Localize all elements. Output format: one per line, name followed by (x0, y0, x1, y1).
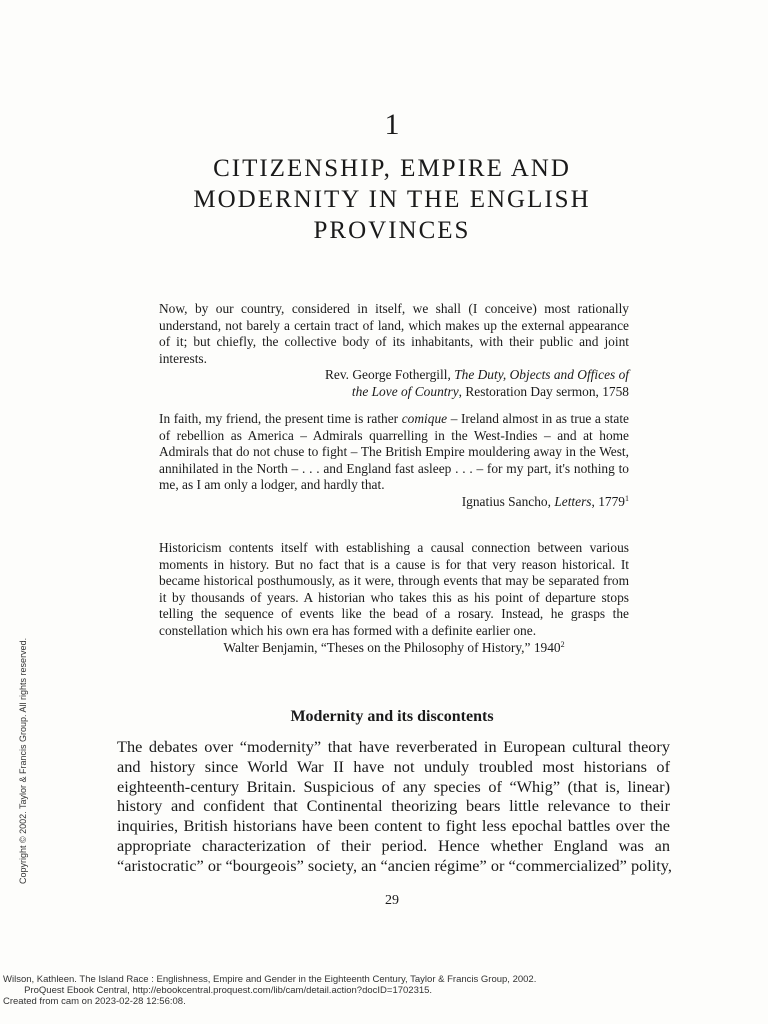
body-line: The debates over “modernity” that have reverberated in European cultural theory (117, 737, 670, 756)
body-line: appropriate characterization of their period. Hence whether England was an (117, 835, 670, 855)
footnote-marker[interactable]: 2 (560, 639, 565, 649)
epigraph-fothergill (159, 301, 629, 401)
citation-line: Wilson, Kathleen. The Island Race : Englishness, Empire and Gender in the Eighteenth Century, Taylor & Francis Group, 2002. (3, 974, 537, 985)
body-line: and history since World War II have not unduly troubled most historians of (117, 756, 670, 776)
body-line: history and confident that Continental theorizing bears little relevance to their (117, 796, 670, 816)
epigraph-text-part: – Ireland almost in as true a state of rebellion as America – Admirals quarrelling in the West-Indies – and at home Admirals that do not chuse to fight – The British Empire mouldering away in the West, annihilated in the North – . . . and England fast asleep . . . – for my part, it's nothing to me, as I am only a lodger, and hardly that. (159, 411, 629, 493)
chapter-title-line: CITIZENSHIP, EMPIRE AND (213, 155, 571, 182)
body-line: eighteenth-century Britain. Suspicious of any species of “Whig” (that is, linear) (117, 776, 670, 796)
attribution-text: Walter Benjamin, “Theses on the Philosophy of History,” 1940 (223, 639, 561, 655)
page-number: 29 (385, 893, 399, 908)
body-paragraph (117, 737, 670, 876)
attribution-title: The Duty, Objects and Offices of (454, 367, 629, 383)
epigraph-attribution-line2 (159, 384, 629, 401)
epigraph-attribution (159, 494, 629, 511)
epigraph-benjamin (159, 540, 629, 656)
attribution-title: Letters (554, 493, 592, 509)
body-line: inquiries, British historians have been content to fight less epochal battles over the (117, 816, 670, 836)
epigraph-text-italic: comique (401, 411, 448, 426)
attribution-title: the Love of Country (351, 383, 459, 399)
epigraph-sancho (159, 411, 629, 511)
citation-created: Created from cam on 2023-02-28 12:56:08. (3, 996, 186, 1007)
epigraph-attribution (159, 367, 629, 384)
chapter-number: 1 (384, 108, 400, 141)
citation-link[interactable]: ProQuest Ebook Central, http://ebookcentral.proquest.com/lib/cam/detail.action?docID=1702315. (3, 985, 433, 996)
epigraph-text-part: In faith, my friend, the present time is rather (159, 411, 402, 426)
attribution-author: Rev. George Fothergill, (324, 367, 451, 383)
epigraph-attribution (159, 640, 629, 657)
attribution-author: Ignatius Sancho, (461, 493, 551, 509)
copyright-notice: Copyright © 2002. Taylor & Francis Group. All rights reserved. (18, 637, 28, 884)
body-line: “aristocratic” or “bourgeois” society, an “ancien régime” or “commercialized” polity, (117, 855, 672, 875)
epigraph-text (159, 411, 629, 494)
attribution-year: , 1779 (591, 493, 625, 509)
chapter-title (150, 153, 634, 246)
attribution-details: , Restoration Day sermon, 1758 (458, 383, 629, 399)
chapter-title-line: MODERNITY IN THE ENGLISH (193, 186, 591, 213)
chapter-title-line: PROVINCES (313, 217, 471, 244)
epigraph-text: Historicism contents itself with establishing a causal connection between various moments in history. But no fact that is a cause is for that very reason historical. It became historical posthumously, as it were, through events that may be separated from it by thousands of years. A historian who takes this as his point of departure stops telling the sequence of events like the bead of a rosary. Instead, he grasps the constellation which his own era has formed with a definite earlier one. (159, 540, 629, 638)
citation-footer (3, 974, 536, 1007)
footnote-marker[interactable]: 1 (625, 493, 629, 503)
section-heading: Modernity and its discontents (290, 708, 494, 725)
epigraph-text: Now, by our country, considered in itself, we shall (I conceive) most rationally understand, not barely a certain tract of land, which makes up the external appearance of it; but chiefly, the collective body of its inhabitants, with their public and joint interests. (159, 301, 629, 366)
